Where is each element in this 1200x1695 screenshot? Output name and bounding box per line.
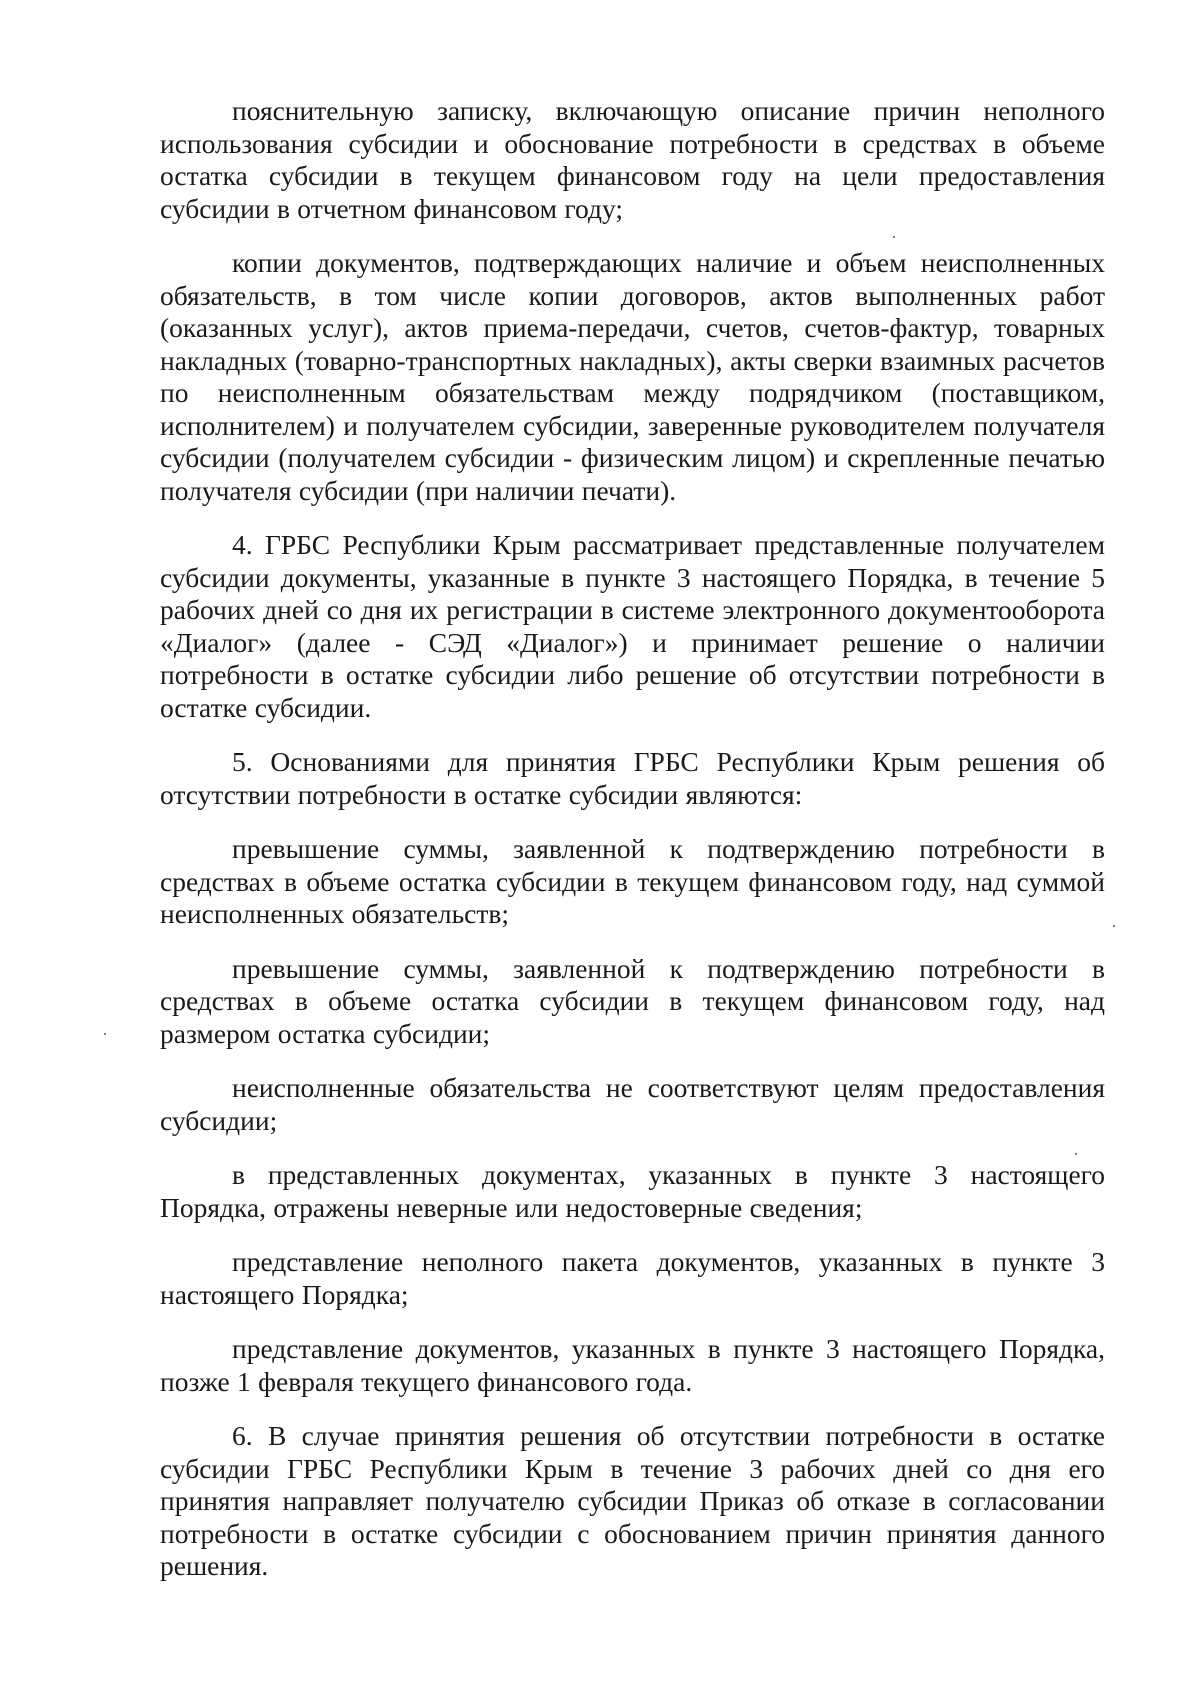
scan-speck [104, 1033, 106, 1035]
document-page [160, 95, 1105, 1605]
paragraph-clause-4: 4. ГРБС Республики Крым рассматривает представленные получателем субсидии документы, указанные в пункте 3 настоящего Порядка, в течение 5 рабочих дней со дня их регистрации в системе электронного документооборота «Диалог» (далее - СЭД «Диалог») и принимает решение о наличии потребности в остатке субсидии либо решение об отсутствии потребности в остатке субсидии. [160, 529, 1105, 723]
paragraph-ground-sum-over-balance: превышение суммы, заявленной к подтверждению потребности в средствах в объеме остатка субсидии в текущем финансовом году, над размером остатка субсидии; [160, 952, 1105, 1049]
paragraph-clause-5: 5. Основаниями для принятия ГРБС Республики Крым решения об отсутствии потребности в остатке субсидии являются: [160, 746, 1105, 810]
paragraph-explanatory-note: пояснительную записку, включающую описание причин неполного использования субсидии и обоснование потребности в средствах в объеме остатка субсидии в текущем финансовом году на цели предоставления субсидии в отчетном финансовом году; [160, 95, 1105, 224]
scan-speck [1075, 1153, 1077, 1155]
paragraph-ground-sum-over-obligations: превышение суммы, заявленной к подтверждению потребности в средствах в объеме остатка субсидии в текущем финансовом году, над суммой неисполненных обязательств; [160, 833, 1105, 929]
paragraph-clause-6: 6. В случае принятия решения об отсутствии потребности в остатке субсидии ГРБС Республики Крым в течение 3 рабочих дней со дня его принятия направляет получателю субсидии Приказ об отказе в согласовании потребности в остатке субсидии с обоснованием причин принятия данного решения. [160, 1420, 1105, 1581]
paragraph-ground-late-submission: представление документов, указанных в пункте 3 настоящего Порядка, позже 1 февраля текущего финансового года. [160, 1333, 1105, 1397]
paragraph-ground-incorrect-info: в представленных документах, указанных в пункте 3 настоящего Порядка, отражены неверные или недостоверные сведения; [160, 1159, 1105, 1223]
paragraph-document-copies: копии документов, подтверждающих наличие и объем неисполненных обязательств, в том числе копии договоров, актов выполненных работ (оказанных услуг), актов приема-передачи, счетов, счетов-фактур, товарных накладных (товарно-транспортных накладных), акты сверки взаимных расчетов по неисполненным обязательствам между подрядчиком (поставщиком, исполнителем) и получателем субсидии, заверенные руководителем получателя субсидии (получателем субсидии - физическим лицом) и скрепленные печатью получателя субсидии (при наличии печати). [160, 247, 1105, 506]
paragraph-ground-incomplete-package: представление неполного пакета документов, указанных в пункте 3 настоящего Порядка; [160, 1246, 1105, 1310]
paragraph-ground-purpose-mismatch: неисполненные обязательства не соответствуют целям предоставления субсидии; [160, 1072, 1105, 1136]
scan-speck [893, 236, 895, 238]
scan-speck [1113, 925, 1115, 927]
